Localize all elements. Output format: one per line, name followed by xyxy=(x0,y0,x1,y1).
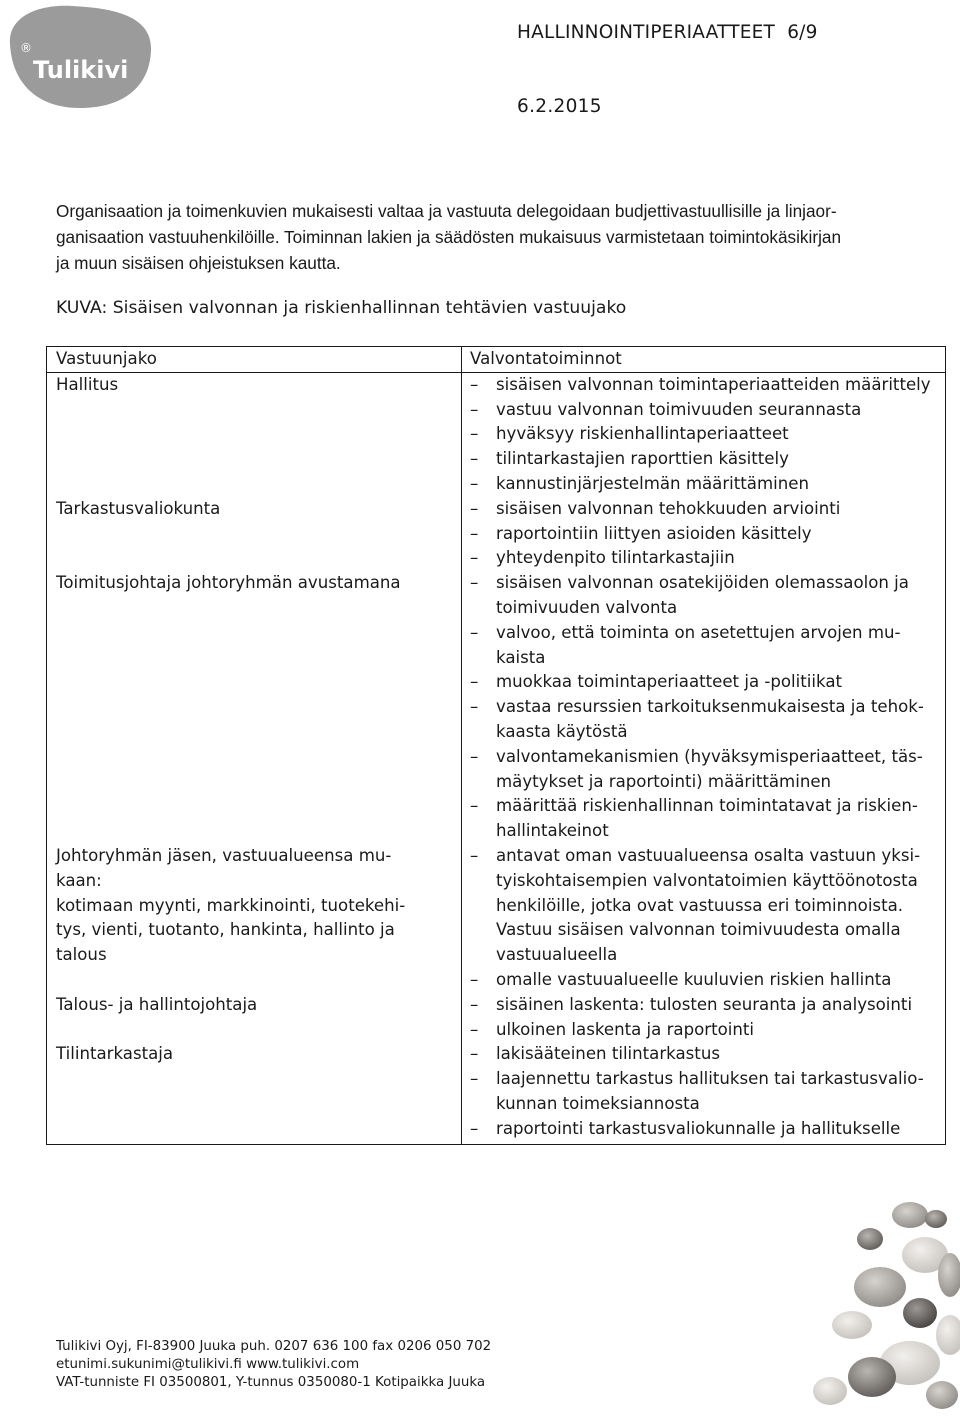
table-row xyxy=(47,993,946,1043)
dash-bullet-icon: – xyxy=(470,697,479,717)
footer-registration-line: VAT-tunniste FI 03500801, Y-tunnus 0350080-1 Kotipaikka Juuka xyxy=(56,1375,486,1390)
responsibility-text-line: kaan: xyxy=(56,870,102,890)
responsibility-cell xyxy=(47,844,462,993)
activity-item xyxy=(470,571,937,621)
intro-line: Organisaation ja toimenkuvien mukaisesti valtaa ja vastuuta delegoidaan budjettivastuullisille ja linjaor- xyxy=(56,201,837,221)
dash-bullet-icon: – xyxy=(470,1044,479,1064)
activity-text-line: määrittää riskienhallinnan toimintatavat ja riskien- xyxy=(496,796,918,816)
activity-text-line: ulkoinen laskenta ja raportointi xyxy=(496,1019,754,1039)
dash-bullet-icon: – xyxy=(470,1118,479,1138)
stone xyxy=(848,1357,896,1397)
control-activities-cell xyxy=(462,571,946,844)
activity-item xyxy=(470,745,937,795)
logo-registered-mark: ® xyxy=(20,41,32,55)
activity-item xyxy=(470,497,937,522)
dash-bullet-icon: – xyxy=(470,969,479,989)
stone xyxy=(854,1267,906,1307)
stone xyxy=(892,1202,928,1228)
header-cell-control-activities: Valvontatoiminnot xyxy=(462,347,946,373)
activity-text-line: vastuualueella xyxy=(496,945,618,965)
activity-list xyxy=(470,993,937,1043)
activity-item xyxy=(470,373,937,398)
activity-list xyxy=(470,497,937,571)
responsibility-text-line: kotimaan myynti, markkinointi, tuotekehi- xyxy=(56,895,406,915)
responsibility-text-line: Talous- ja hallintojohtaja xyxy=(56,994,258,1014)
activity-text-line: hyväksyy riskienhallintaperiaatteet xyxy=(496,424,789,444)
control-activities-cell xyxy=(462,1042,946,1144)
responsibility-text-line: talous xyxy=(56,945,107,965)
table-row xyxy=(47,497,946,571)
activity-text-line: kaista xyxy=(496,647,546,667)
dash-bullet-icon: – xyxy=(470,498,479,518)
activity-text-line: valvoo, että toiminta on asetettujen arvojen mu- xyxy=(496,622,901,642)
dash-bullet-icon: – xyxy=(470,845,479,865)
activity-text-line: sisäisen valvonnan osatekijöiden olemassaolon ja xyxy=(496,573,909,593)
activity-item xyxy=(470,993,937,1018)
activity-text-line: sisäisen valvonnan tehokkuuden arviointi xyxy=(496,498,841,518)
activity-text-line: henkilöille, jotka ovat vastuussa eri toiminnoista. xyxy=(496,895,904,915)
activity-text-line: mäytykset ja raportointi) määrittäminen xyxy=(496,771,832,791)
dash-bullet-icon: – xyxy=(470,1069,479,1089)
table-row xyxy=(47,372,946,496)
activity-item xyxy=(470,546,937,571)
control-activities-cell xyxy=(462,844,946,993)
activity-item xyxy=(470,472,937,497)
table-header-row xyxy=(47,347,946,373)
activity-text-line: vastaa resurssien tarkoituksenmukaisesta ja tehok- xyxy=(496,697,924,717)
table-row xyxy=(47,571,946,844)
activity-list xyxy=(470,571,937,844)
activity-text-line: Vastuu sisäisen valvonnan toimivuudesta omalla xyxy=(496,920,901,940)
header-cell-responsibility: Vastuunjako xyxy=(47,347,462,373)
responsibility-text-line: Hallitus xyxy=(56,374,119,394)
dash-bullet-icon: – xyxy=(470,424,479,444)
responsibility-text-line: Toimitusjohtaja johtoryhmän avustamana xyxy=(56,573,401,593)
activity-text-line: tilintarkastajien raporttien käsittely xyxy=(496,449,789,469)
activity-text-line: sisäinen laskenta: tulosten seuranta ja analysointi xyxy=(496,994,913,1014)
dash-bullet-icon: – xyxy=(470,672,479,692)
activity-item xyxy=(470,670,937,695)
activity-text-line: raportointi tarkastusvaliokunnalle ja hallitukselle xyxy=(496,1118,901,1138)
logo-wordmark: Tulikivi xyxy=(33,56,129,84)
activity-text-line: omalle vastuualueelle kuuluvien riskien hallinta xyxy=(496,969,892,989)
responsibility-cell xyxy=(47,571,462,844)
activity-item xyxy=(470,794,937,844)
activity-list xyxy=(470,1042,937,1141)
control-activities-cell xyxy=(462,993,946,1043)
stone xyxy=(936,1315,960,1355)
footer-address-line: Tulikivi Oyj, FI-83900 Juuka puh. 0207 636 100 fax 0206 050 702 xyxy=(56,1339,492,1354)
stone xyxy=(903,1298,937,1328)
activity-text-line: tyiskohtaisempien valvontatoimien käyttöönotosta xyxy=(496,870,918,890)
activity-item xyxy=(470,1117,937,1142)
responsibility-cell xyxy=(47,497,462,571)
activity-text-line: kannustinjärjestelmän määrittäminen xyxy=(496,473,809,493)
dash-bullet-icon: – xyxy=(470,473,479,493)
table-row xyxy=(47,844,946,993)
activity-item xyxy=(470,398,937,423)
activity-text-line: muokkaa toimintaperiaatteet ja -politiikat xyxy=(496,672,842,692)
activity-text-line: yhteydenpito tilintarkastajiin xyxy=(496,548,735,568)
document-date: 6.2.2015 xyxy=(517,96,602,117)
responsibility-text-line: tys, vienti, tuotanto, hankinta, hallinto ja xyxy=(56,920,395,940)
activity-text-line: antavat oman vastuualueensa osalta vastuun yksi- xyxy=(496,845,921,865)
stone xyxy=(857,1228,883,1250)
dash-bullet-icon: – xyxy=(470,622,479,642)
dash-bullet-icon: – xyxy=(470,449,479,469)
activity-list xyxy=(470,844,937,993)
responsibility-text-line: Tilintarkastaja xyxy=(56,1044,174,1064)
activity-item xyxy=(470,1042,937,1067)
activity-item xyxy=(470,844,937,968)
activity-text-line: kunnan toimeksiannosta xyxy=(496,1093,700,1113)
control-activities-cell xyxy=(462,497,946,571)
activity-item xyxy=(470,695,937,745)
footer-contact-line: etunimi.sukunimi@tulikivi.fi www.tulikivi.com xyxy=(56,1357,360,1372)
stone xyxy=(925,1210,947,1228)
activity-text-line: vastuu valvonnan toimivuuden seurannasta xyxy=(496,399,862,419)
responsibility-table xyxy=(46,346,946,1145)
company-footer xyxy=(56,1338,491,1392)
responsibility-cell xyxy=(47,372,462,496)
activity-item xyxy=(470,522,937,547)
intro-line: ja muun sisäisen ohjeistuksen kautta. xyxy=(56,253,341,273)
dash-bullet-icon: – xyxy=(470,746,479,766)
dash-bullet-icon: – xyxy=(470,548,479,568)
decorative-stones-image xyxy=(760,1195,960,1412)
activity-text-line: kaasta käytöstä xyxy=(496,721,628,741)
dash-bullet-icon: – xyxy=(470,573,479,593)
figure-caption: KUVA: Sisäisen valvonnan ja riskienhallinnan tehtävien vastuujako xyxy=(56,298,627,318)
activity-item xyxy=(470,1067,937,1117)
activity-text-line: raportointiin liittyen asioiden käsittely xyxy=(496,523,812,543)
dash-bullet-icon: – xyxy=(470,374,479,394)
activity-item xyxy=(470,422,937,447)
stone xyxy=(926,1381,958,1409)
document-title: HALLINNOINTIPERIAATTEET 6/9 xyxy=(517,22,818,43)
activity-item xyxy=(470,1018,937,1043)
control-activities-cell xyxy=(462,372,946,496)
dash-bullet-icon: – xyxy=(470,1019,479,1039)
activity-item xyxy=(470,968,937,993)
activity-text-line: sisäisen valvonnan toimintaperiaatteiden määrittely xyxy=(496,374,931,394)
responsibility-text-line: Johtoryhmän jäsen, vastuualueensa mu- xyxy=(56,845,392,865)
dash-bullet-icon: – xyxy=(470,399,479,419)
activity-item xyxy=(470,621,937,671)
responsibility-cell xyxy=(47,993,462,1043)
activity-list xyxy=(470,373,937,497)
activity-text-line: lakisääteinen tilintarkastus xyxy=(496,1044,720,1064)
table-row xyxy=(47,1042,946,1144)
activity-item xyxy=(470,447,937,472)
responsibility-text-line: Tarkastusvaliokunta xyxy=(56,498,221,518)
dash-bullet-icon: – xyxy=(470,796,479,816)
responsibility-cell xyxy=(47,1042,462,1144)
stone xyxy=(813,1377,847,1405)
intro-paragraph xyxy=(56,198,946,276)
activity-text-line: toimivuuden valvonta xyxy=(496,597,678,617)
activity-text-line: laajennettu tarkastus hallituksen tai tarkastusvalio- xyxy=(496,1069,924,1089)
activity-text-line: hallintakeinot xyxy=(496,821,609,841)
dash-bullet-icon: – xyxy=(470,994,479,1014)
intro-line: ganisaation vastuuhenkilöille. Toiminnan lakien ja säädösten mukaisuus varmistetaan toimintokäsikirjan xyxy=(56,227,842,247)
stone xyxy=(832,1311,872,1339)
activity-text-line: valvontamekanismien (hyväksymisperiaatteet, täs- xyxy=(496,746,923,766)
dash-bullet-icon: – xyxy=(470,523,479,543)
tulikivi-logo xyxy=(2,2,152,110)
